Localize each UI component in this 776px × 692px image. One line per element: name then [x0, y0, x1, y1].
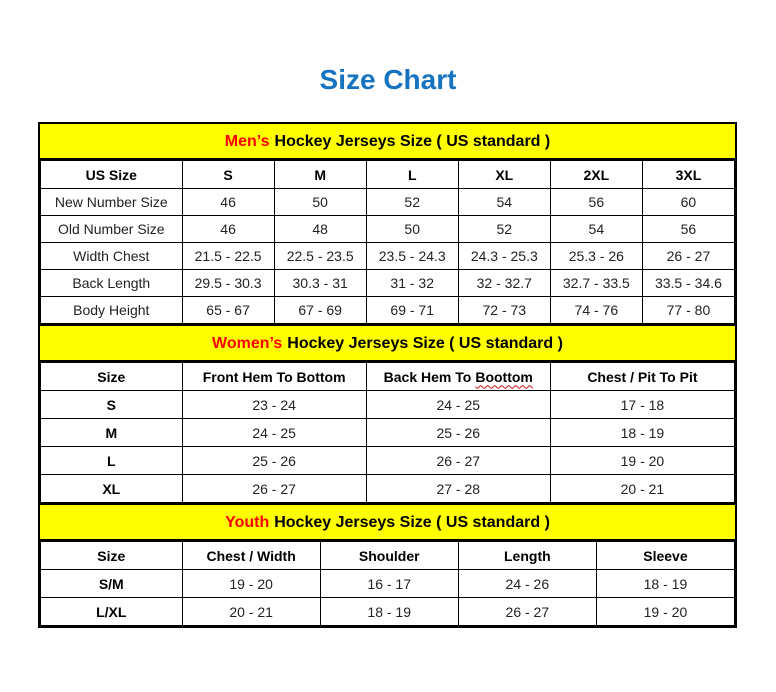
- table-row: [41, 243, 735, 270]
- table-row: [41, 598, 735, 626]
- row-label: Body Height: [41, 297, 183, 324]
- misspelled-word-squiggle: Boottom: [475, 368, 533, 385]
- men-heading-accent: Men’s: [224, 133, 270, 150]
- size-cell: 72 - 73: [458, 297, 550, 324]
- size-cell: 52: [458, 216, 550, 243]
- size-cell: 56: [642, 216, 734, 243]
- size-cell: 46: [182, 216, 274, 243]
- size-cell: 25 - 26: [366, 419, 550, 447]
- women-heading-text: Hockey Jerseys Size ( US standard ): [287, 335, 563, 352]
- size-cell: 29.5 - 30.3: [182, 270, 274, 297]
- size-cell: 20 - 21: [182, 598, 320, 626]
- size-cell: 23 - 24: [182, 391, 366, 419]
- size-cell: 19 - 20: [182, 570, 320, 598]
- size-cell: 67 - 69: [274, 297, 366, 324]
- size-cell: 20 - 21: [550, 475, 734, 503]
- column-header: Length: [458, 542, 596, 570]
- size-cell: 50: [274, 189, 366, 216]
- row-label: S: [41, 391, 183, 419]
- women-heading-accent: Women’s: [212, 335, 283, 352]
- table-row: [41, 270, 735, 297]
- column-header: 3XL: [642, 161, 734, 189]
- column-header: [366, 363, 550, 391]
- column-header: L: [366, 161, 458, 189]
- size-cell: 74 - 76: [550, 297, 642, 324]
- row-label: L: [41, 447, 183, 475]
- table-row: [41, 475, 735, 503]
- column-header: US Size: [41, 161, 183, 189]
- row-label: M: [41, 419, 183, 447]
- column-header-text: Back Hem To: [383, 368, 472, 385]
- size-cell: 54: [458, 189, 550, 216]
- size-cell: 46: [182, 189, 274, 216]
- size-cell: 19 - 20: [596, 598, 734, 626]
- column-header: Shoulder: [320, 542, 458, 570]
- column-header: Sleeve: [596, 542, 734, 570]
- row-label: XL: [41, 475, 183, 503]
- size-cell: 32 - 32.7: [458, 270, 550, 297]
- page-title: Size Chart: [319, 64, 457, 95]
- size-cell: 56: [550, 189, 642, 216]
- size-cell: 33.5 - 34.6: [642, 270, 734, 297]
- size-cell: 26 - 27: [642, 243, 734, 270]
- size-cell: 25 - 26: [182, 447, 366, 475]
- row-label: S/M: [41, 570, 183, 598]
- size-cell: 60: [642, 189, 734, 216]
- column-header: Chest / Width: [182, 542, 320, 570]
- women-size-table: [40, 362, 735, 503]
- size-cell: 52: [366, 189, 458, 216]
- size-cell: 30.3 - 31: [274, 270, 366, 297]
- column-header: Size: [41, 363, 183, 391]
- size-cell: 24 - 25: [182, 419, 366, 447]
- size-cell: 31 - 32: [366, 270, 458, 297]
- size-chart-container: [38, 122, 737, 628]
- column-header: Size: [41, 542, 183, 570]
- column-header: XL: [458, 161, 550, 189]
- column-header: S: [182, 161, 274, 189]
- section-header-women: [40, 324, 735, 362]
- youth-size-table: [40, 541, 735, 626]
- size-cell: 16 - 17: [320, 570, 458, 598]
- table-row: [41, 216, 735, 243]
- size-cell: 32.7 - 33.5: [550, 270, 642, 297]
- size-cell: 18 - 19: [320, 598, 458, 626]
- size-cell: 26 - 27: [458, 598, 596, 626]
- table-row: [41, 391, 735, 419]
- size-cell: 17 - 18: [550, 391, 734, 419]
- men-heading-text: Hockey Jerseys Size ( US standard ): [274, 133, 551, 150]
- row-label: Width Chest: [41, 243, 183, 270]
- size-cell: 19 - 20: [550, 447, 734, 475]
- column-header: Chest / Pit To Pit: [550, 363, 734, 391]
- size-cell: 24 - 26: [458, 570, 596, 598]
- section-header-youth: [40, 503, 735, 541]
- size-cell: 50: [366, 216, 458, 243]
- size-cell: 24 - 25: [366, 391, 550, 419]
- men-size-table: [40, 160, 735, 324]
- size-cell: 27 - 28: [366, 475, 550, 503]
- size-cell: 65 - 67: [182, 297, 274, 324]
- size-cell: 21.5 - 22.5: [182, 243, 274, 270]
- youth-heading-accent: Youth: [225, 514, 270, 531]
- men-column-header-row: [41, 161, 735, 189]
- size-cell: 18 - 19: [596, 570, 734, 598]
- size-cell: 26 - 27: [366, 447, 550, 475]
- row-label: Back Length: [41, 270, 183, 297]
- size-cell: 22.5 - 23.5: [274, 243, 366, 270]
- column-header: M: [274, 161, 366, 189]
- column-header: 2XL: [550, 161, 642, 189]
- table-row: [41, 297, 735, 324]
- size-cell: 26 - 27: [182, 475, 366, 503]
- table-row: [41, 419, 735, 447]
- column-header: Front Hem To Bottom: [182, 363, 366, 391]
- size-cell: 24.3 - 25.3: [458, 243, 550, 270]
- women-column-header-row: [41, 363, 735, 391]
- size-cell: 25.3 - 26: [550, 243, 642, 270]
- size-cell: 23.5 - 24.3: [366, 243, 458, 270]
- row-label: New Number Size: [41, 189, 183, 216]
- table-row: [41, 570, 735, 598]
- size-cell: 48: [274, 216, 366, 243]
- size-cell: 69 - 71: [366, 297, 458, 324]
- size-cell: 54: [550, 216, 642, 243]
- size-cell: 18 - 19: [550, 419, 734, 447]
- section-header-men: [40, 124, 735, 160]
- youth-column-header-row: [41, 542, 735, 570]
- table-row: [41, 447, 735, 475]
- row-label: Old Number Size: [41, 216, 183, 243]
- youth-heading-text: Hockey Jerseys Size ( US standard ): [274, 514, 550, 531]
- size-cell: 77 - 80: [642, 297, 734, 324]
- table-row: [41, 189, 735, 216]
- row-label: L/XL: [41, 598, 183, 626]
